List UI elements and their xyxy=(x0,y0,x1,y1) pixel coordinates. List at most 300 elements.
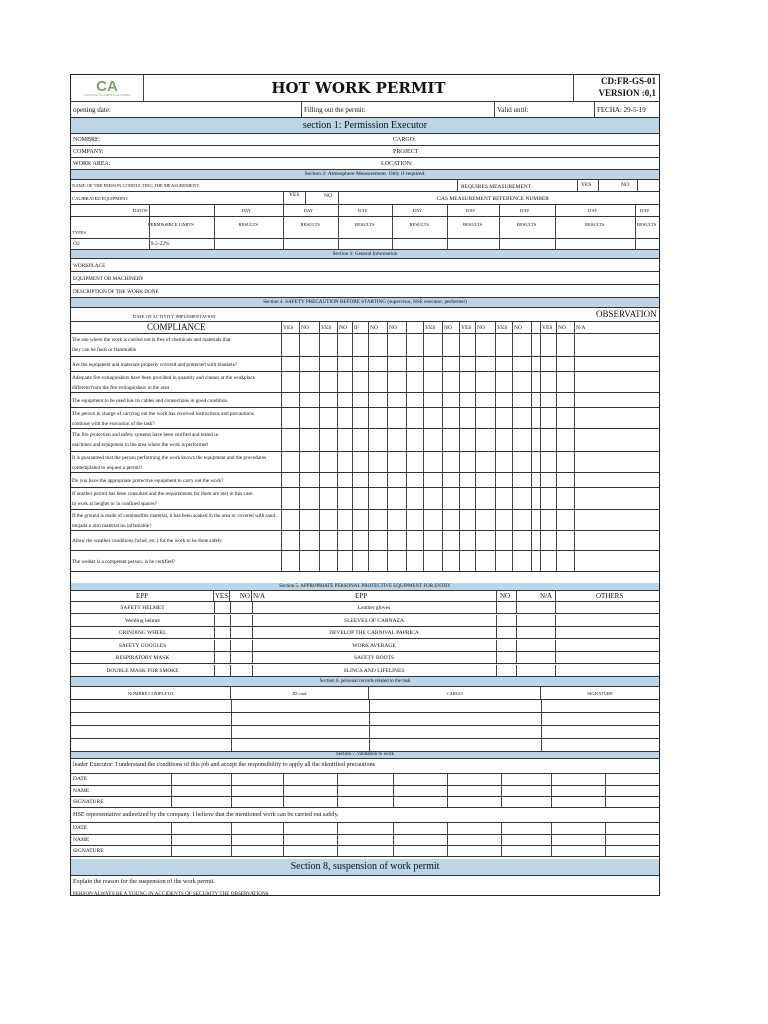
epp-divider xyxy=(230,627,231,638)
epp-row[interactable] xyxy=(71,665,659,677)
sign-divider xyxy=(551,774,552,785)
epp-right-na-header: N/A xyxy=(540,592,553,600)
answer-cell-divider xyxy=(387,488,388,509)
answer-cell-divider xyxy=(281,473,282,487)
sign-divider xyxy=(171,774,172,785)
permit-sheet xyxy=(70,74,660,896)
epp-left-item: Welding helmet xyxy=(125,617,160,624)
leader-signature-row[interactable] xyxy=(71,797,659,808)
epp-divider xyxy=(516,602,517,613)
question-row[interactable] xyxy=(71,488,659,510)
cutoff-text: PERSON ALWAYS BE A YOUNG IN ACCIDENTS OF SECURITY THE OBSERVATIONS xyxy=(73,891,269,896)
answer-cell-divider xyxy=(459,357,460,371)
answer-cell-divider xyxy=(495,531,496,550)
answer-cell-divider xyxy=(319,357,320,371)
answer-cell-divider xyxy=(540,334,541,356)
answer-cell-divider xyxy=(299,429,300,451)
workplace-row[interactable] xyxy=(71,259,659,272)
record-divider xyxy=(231,700,232,712)
requires-yes[interactable]: YES xyxy=(581,182,592,188)
compliance-header: NO xyxy=(370,325,378,331)
answer-cell-divider xyxy=(475,357,476,371)
sign-divider xyxy=(283,835,284,845)
compliance-header: NO xyxy=(477,325,485,331)
answer-cell-divider xyxy=(459,452,460,472)
answer-cell-divider xyxy=(352,452,353,472)
answer-cell-divider xyxy=(459,334,460,356)
epp-divider xyxy=(516,627,517,638)
work-area-label: WORK AREA: xyxy=(73,161,111,167)
compliance-divider xyxy=(459,322,460,333)
compliance-header: NO xyxy=(514,325,522,331)
record-row[interactable] xyxy=(71,726,659,739)
question-row[interactable] xyxy=(71,473,659,488)
section6-title: Section 6. personal records related to the task xyxy=(71,677,659,687)
opening-date-field[interactable]: opening date: xyxy=(71,102,302,117)
answer-cell-divider xyxy=(423,551,424,571)
epp-divider xyxy=(555,665,556,676)
answer-cell-divider xyxy=(531,473,532,487)
answer-cell-divider xyxy=(387,551,388,571)
section4-title: Section 4. SAFETY PRECAUTION BEFORE STARTING (supervisor, HSE executor, performer) xyxy=(71,298,659,308)
col-divider xyxy=(392,239,393,249)
compliance-divider xyxy=(352,322,353,333)
answer-cell-divider xyxy=(512,488,513,509)
project-label: PROJECT xyxy=(393,149,419,155)
hse-signature-row[interactable] xyxy=(71,846,659,857)
answer-cell-divider xyxy=(574,510,575,530)
answer-cell-divider xyxy=(368,393,369,407)
answer-cell-divider xyxy=(495,452,496,472)
answer-cell-divider xyxy=(423,429,424,451)
records-col-name: NOMBRE COMPLETO xyxy=(71,687,231,699)
question-text-line2: they can be fuels or flammable xyxy=(72,347,137,353)
answer-cell-divider xyxy=(352,531,353,550)
compliance-divider xyxy=(495,322,496,333)
logo-subtext: CONSTRUCCIONES ALVATRE xyxy=(83,92,131,97)
filling-field[interactable]: Filling out the permit: xyxy=(302,102,495,117)
answer-cell-divider xyxy=(352,372,353,392)
answer-cell-divider xyxy=(531,488,532,509)
answer-cell-divider xyxy=(387,473,388,487)
answer-cell-divider xyxy=(319,452,320,472)
company-row[interactable] xyxy=(71,146,659,158)
answer-cell-divider xyxy=(299,393,300,407)
records-col-cargo: CARGO xyxy=(369,687,541,699)
opening-row xyxy=(71,102,659,118)
compliance-divider xyxy=(556,322,557,333)
cargo-label: CARGO: xyxy=(393,137,416,143)
answer-cell-divider xyxy=(352,408,353,428)
sign-divider xyxy=(337,797,338,807)
epp-row[interactable] xyxy=(71,602,659,614)
limits-label: PERMISSIBLE LIMITS xyxy=(148,222,194,227)
section8-title: Section 8, suspension of work permit xyxy=(71,859,659,876)
valid-until-field[interactable]: Valid until: xyxy=(495,102,595,117)
record-row[interactable] xyxy=(71,700,659,713)
answer-cell-divider xyxy=(556,551,557,571)
epp-divider xyxy=(555,615,556,626)
answer-cell-divider xyxy=(368,372,369,392)
epp-divider xyxy=(252,602,253,613)
epp-left-item: RESPIRATORY MASK xyxy=(115,655,170,661)
sign-divider xyxy=(605,835,606,845)
answer-cell-divider xyxy=(574,408,575,428)
epp-right-item: SLINGS AND LIFELINES xyxy=(343,667,405,674)
compliance-header: YES xyxy=(321,325,332,331)
epp-divider xyxy=(252,627,253,638)
results-header: RESULTS xyxy=(300,222,320,227)
question-text-line2: to work at heights or in confined spaces? xyxy=(72,501,157,507)
page-title: HOT WORK PERMIT xyxy=(144,75,574,101)
measurement-person-row[interactable] xyxy=(71,180,659,192)
col-divider xyxy=(635,217,636,238)
epp-divider xyxy=(555,652,556,663)
question-text: The person in charge of carrying out the work has received instructions and precautions xyxy=(72,411,254,417)
epp-left-item: SAFETY GOGGLES xyxy=(118,642,167,649)
calibrated-label: CALIBRATED EQUIPMENT xyxy=(72,196,129,201)
day-header: DAY xyxy=(358,208,368,213)
answer-cell-divider xyxy=(475,393,476,407)
record-row[interactable] xyxy=(71,713,659,726)
answer-cell-divider xyxy=(387,334,388,356)
epp-row[interactable] xyxy=(71,640,659,652)
description-label: DESCRIPTION OF THE WORK DONE xyxy=(73,289,159,295)
answer-cell-divider xyxy=(475,551,476,571)
work-area-row[interactable] xyxy=(71,158,659,170)
answer-cell-divider xyxy=(531,531,532,550)
sign-divider xyxy=(171,797,172,807)
epp-yes-header: YES xyxy=(214,592,229,600)
workplace-label: WORKPLACE xyxy=(73,263,106,269)
compliance-divider xyxy=(319,322,320,333)
o2-range: 19.5-22% xyxy=(148,241,170,247)
col-divider xyxy=(499,205,500,216)
question-row[interactable] xyxy=(71,357,659,372)
nombre-label: NOMBRE: xyxy=(73,137,101,143)
answer-cell-divider xyxy=(540,452,541,472)
requires-no[interactable]: NO xyxy=(621,182,629,188)
answer-cell-divider xyxy=(540,531,541,550)
compliance-header: YES xyxy=(542,325,553,331)
answer-cell-divider xyxy=(406,488,407,509)
date-activity-label: DATE OF ACTIVITY IMPLEMENTATION xyxy=(133,314,216,319)
answer-cell-divider xyxy=(512,372,513,392)
sign-divider xyxy=(605,774,606,785)
requires-measurement-label: REQUIRES MEASUREMENT xyxy=(461,184,532,190)
record-row[interactable] xyxy=(71,739,659,752)
day-header: DAY xyxy=(588,208,598,213)
answer-cell-divider xyxy=(442,357,443,371)
records-header-row xyxy=(71,687,659,700)
answer-cell-divider xyxy=(337,510,338,530)
epp-divider xyxy=(214,652,215,663)
record-divider xyxy=(369,713,370,725)
compliance-header: NO xyxy=(389,325,397,331)
sign-divider xyxy=(337,786,338,796)
question-text: Do you have the appropriate protective equipment to carry out the work? xyxy=(72,478,224,484)
sign-divider xyxy=(501,835,502,845)
epp-row[interactable] xyxy=(71,627,659,639)
answer-cell-divider xyxy=(406,473,407,487)
compliance-divider xyxy=(423,322,424,333)
answer-cell-divider xyxy=(337,551,338,571)
answer-cell-divider xyxy=(352,473,353,487)
sign-divider xyxy=(501,786,502,796)
epp-divider xyxy=(496,615,497,626)
calibrated-row[interactable] xyxy=(71,192,659,205)
epp-right-item: SLEEVES OF CARNAZA xyxy=(344,617,404,624)
col-divider xyxy=(338,239,339,249)
question-text-line2: contemplated to request a permit? xyxy=(72,465,143,471)
answer-cell-divider xyxy=(556,429,557,451)
sign-divider xyxy=(605,786,606,796)
answer-cell-divider xyxy=(352,357,353,371)
hse-row xyxy=(71,808,659,823)
answer-cell-divider xyxy=(442,510,443,530)
answer-cell-divider xyxy=(495,372,496,392)
answer-cell-divider xyxy=(319,408,320,428)
sign-divider xyxy=(605,797,606,807)
answer-cell-divider xyxy=(319,551,320,571)
answer-cell-divider xyxy=(459,551,460,571)
answer-cell-divider xyxy=(512,393,513,407)
compliance-header: IF xyxy=(354,325,359,331)
answer-cell-divider xyxy=(368,488,369,509)
sign-divider xyxy=(231,835,232,845)
answer-cell-divider xyxy=(512,408,513,428)
epp-divider xyxy=(214,640,215,651)
question-row[interactable] xyxy=(71,551,659,572)
question-text: Adequate fire extinguishers have been provided in quantity and classes at the workplace xyxy=(72,375,255,381)
question-text: Are the equipment and materials properly covered and protected with blankets? xyxy=(72,362,238,368)
answer-cell-divider xyxy=(459,372,460,392)
epp-divider xyxy=(496,652,497,663)
answer-cell-divider xyxy=(531,334,532,356)
answer-cell-divider xyxy=(281,510,282,530)
calibrated-no[interactable]: NO xyxy=(324,193,332,199)
answer-cell-divider xyxy=(475,531,476,550)
leader-statement: leader Executor: I understand the conditions of this job and accept the responsibility to apply all the identified precautions xyxy=(73,761,376,768)
calibrated-yes[interactable]: YES xyxy=(289,192,300,198)
location-label: LOCATION: xyxy=(381,161,413,167)
leader-date-row[interactable] xyxy=(71,774,659,786)
sign-divider xyxy=(231,797,232,807)
answer-cell-divider xyxy=(540,551,541,571)
description-row[interactable] xyxy=(71,285,659,298)
answer-cell-divider xyxy=(368,408,369,428)
epp-row[interactable] xyxy=(71,652,659,664)
col-divider xyxy=(635,205,636,216)
sign-divider xyxy=(171,786,172,796)
compliance-header: NO xyxy=(339,325,347,331)
sign-divider xyxy=(447,797,448,807)
header-row xyxy=(71,75,659,102)
answer-cell-divider xyxy=(475,488,476,509)
answer-cell-divider xyxy=(319,531,320,550)
compliance-header: NO xyxy=(444,325,452,331)
results-header: RESULTS xyxy=(585,222,605,227)
o2-row[interactable] xyxy=(71,239,659,250)
answer-cell-divider xyxy=(556,408,557,428)
answer-cell-divider xyxy=(387,372,388,392)
record-divider xyxy=(541,700,542,712)
compliance-header: YES xyxy=(283,325,294,331)
epp-row[interactable] xyxy=(71,615,659,627)
answer-cell-divider xyxy=(574,334,575,356)
answer-cell-divider xyxy=(475,510,476,530)
answer-cell-divider xyxy=(368,551,369,571)
answer-cell-divider xyxy=(531,408,532,428)
col-divider xyxy=(149,205,150,216)
record-divider xyxy=(541,713,542,725)
answer-cell-divider xyxy=(459,488,460,509)
question-row[interactable] xyxy=(71,531,659,551)
question-row[interactable] xyxy=(71,510,659,531)
record-divider xyxy=(369,726,370,738)
answer-cell-divider xyxy=(423,357,424,371)
answer-cell-divider xyxy=(319,334,320,356)
compliance-divider xyxy=(442,322,443,333)
sign-divider xyxy=(283,797,284,807)
answer-cell-divider xyxy=(352,334,353,356)
sign-divider xyxy=(393,823,394,834)
compliance-divider xyxy=(512,322,513,333)
section3-title: Section 3: General Information xyxy=(71,250,659,259)
answer-cell-divider xyxy=(423,408,424,428)
company-logo xyxy=(71,75,144,101)
hse-date-label: DATE xyxy=(73,825,88,831)
compliance-divider xyxy=(281,322,282,333)
question-row[interactable] xyxy=(71,372,659,393)
answer-cell-divider xyxy=(475,334,476,356)
col-divider xyxy=(447,217,448,238)
record-divider xyxy=(541,739,542,751)
col-divider xyxy=(447,239,448,249)
epp-right-item: WORK AVERAGE xyxy=(352,642,396,649)
suspension-row[interactable] xyxy=(71,876,659,888)
sign-divider xyxy=(447,823,448,834)
answer-cell-divider xyxy=(540,488,541,509)
sign-divider xyxy=(551,786,552,796)
section5-title: Section 5. APPROPRIATE PERSONAL PROTECTIVE EQUIPMENT FOR ENTRY xyxy=(71,583,659,591)
question-row[interactable] xyxy=(71,408,659,429)
answer-cell-divider xyxy=(423,393,424,407)
answer-cell-divider xyxy=(387,408,388,428)
equipment-row[interactable] xyxy=(71,272,659,285)
hse-date-row[interactable] xyxy=(71,823,659,835)
answer-cell-divider xyxy=(540,510,541,530)
answer-cell-divider xyxy=(495,408,496,428)
record-divider xyxy=(369,700,370,712)
sign-divider xyxy=(393,846,394,856)
answer-cell-divider xyxy=(299,510,300,530)
question-row[interactable] xyxy=(71,429,659,452)
fecha-label: FECHA: 29-5-19 xyxy=(597,105,646,114)
answer-cell-divider xyxy=(495,473,496,487)
answer-cell-divider xyxy=(319,510,320,530)
sign-divider xyxy=(171,846,172,856)
epp-divider xyxy=(516,652,517,663)
section7-title: Section 7. validation to work xyxy=(71,751,659,759)
answer-cell-divider xyxy=(574,429,575,451)
sign-divider xyxy=(551,846,552,856)
answer-cell-divider xyxy=(512,551,513,571)
answer-cell-divider xyxy=(406,510,407,530)
sign-divider xyxy=(551,797,552,807)
day-header: DAY xyxy=(520,208,530,213)
answer-cell-divider xyxy=(387,357,388,371)
answer-cell-divider xyxy=(556,473,557,487)
leader-name-row[interactable] xyxy=(71,786,659,797)
sign-divider xyxy=(283,774,284,785)
question-row[interactable] xyxy=(71,393,659,408)
epp-divider xyxy=(555,640,556,651)
col-divider xyxy=(392,217,393,238)
epp-right-no-header: NO xyxy=(500,592,511,600)
equipment-label: EQUIPMENT OR MACHINERY xyxy=(73,276,144,282)
answer-cell-divider xyxy=(442,531,443,550)
question-row[interactable] xyxy=(71,452,659,473)
measurement-person-label: NAME OF THE PERSON CONDUCTING THE MEASUREMENT: xyxy=(72,183,200,188)
answer-cell-divider xyxy=(337,488,338,509)
epp-left-item: SAFETY HELMET xyxy=(120,605,165,611)
nombre-row[interactable] xyxy=(71,134,659,146)
sign-divider xyxy=(231,823,232,834)
col-divider xyxy=(555,239,556,249)
answer-cell-divider xyxy=(387,510,388,530)
answer-cell-divider xyxy=(556,531,557,550)
answer-cell-divider xyxy=(299,473,300,487)
answer-cell-divider xyxy=(442,429,443,451)
answer-cell-divider xyxy=(574,473,575,487)
sign-divider xyxy=(447,774,448,785)
epp-divider xyxy=(230,615,231,626)
epp-header-left: EPP xyxy=(71,591,214,601)
hse-statement: HSE representative authorized by the company. I believe that the mentioned work can be carried out safely. xyxy=(73,811,339,818)
answer-cell-divider xyxy=(281,429,282,451)
answer-cell-divider xyxy=(387,393,388,407)
question-row[interactable] xyxy=(71,334,659,357)
sign-divider xyxy=(551,823,552,834)
answer-cell-divider xyxy=(556,510,557,530)
col-divider xyxy=(555,217,556,238)
days-row xyxy=(71,205,659,217)
answer-cell-divider xyxy=(337,393,338,407)
record-divider xyxy=(231,739,232,751)
answer-cell-divider xyxy=(337,531,338,550)
answer-cell-divider xyxy=(442,473,443,487)
answer-cell-divider xyxy=(574,357,575,371)
answer-cell-divider xyxy=(406,531,407,550)
sign-divider xyxy=(231,786,232,796)
day-header: DAY xyxy=(466,208,476,213)
answer-cell-divider xyxy=(475,429,476,451)
answer-cell-divider xyxy=(442,551,443,571)
sign-divider xyxy=(283,823,284,834)
answer-cell-divider xyxy=(299,372,300,392)
answer-cell-divider xyxy=(574,452,575,472)
results-header: RESULTS xyxy=(637,222,657,227)
answer-cell-divider xyxy=(368,452,369,472)
epp-divider xyxy=(230,665,231,676)
hse-name-row[interactable] xyxy=(71,835,659,846)
answer-cell-divider xyxy=(337,334,338,356)
answer-cell-divider xyxy=(423,488,424,509)
epp-divider xyxy=(496,640,497,651)
document-code-box xyxy=(574,75,659,101)
epp-left-item: DOUBLE MASK FOR SMOKE xyxy=(106,667,179,674)
